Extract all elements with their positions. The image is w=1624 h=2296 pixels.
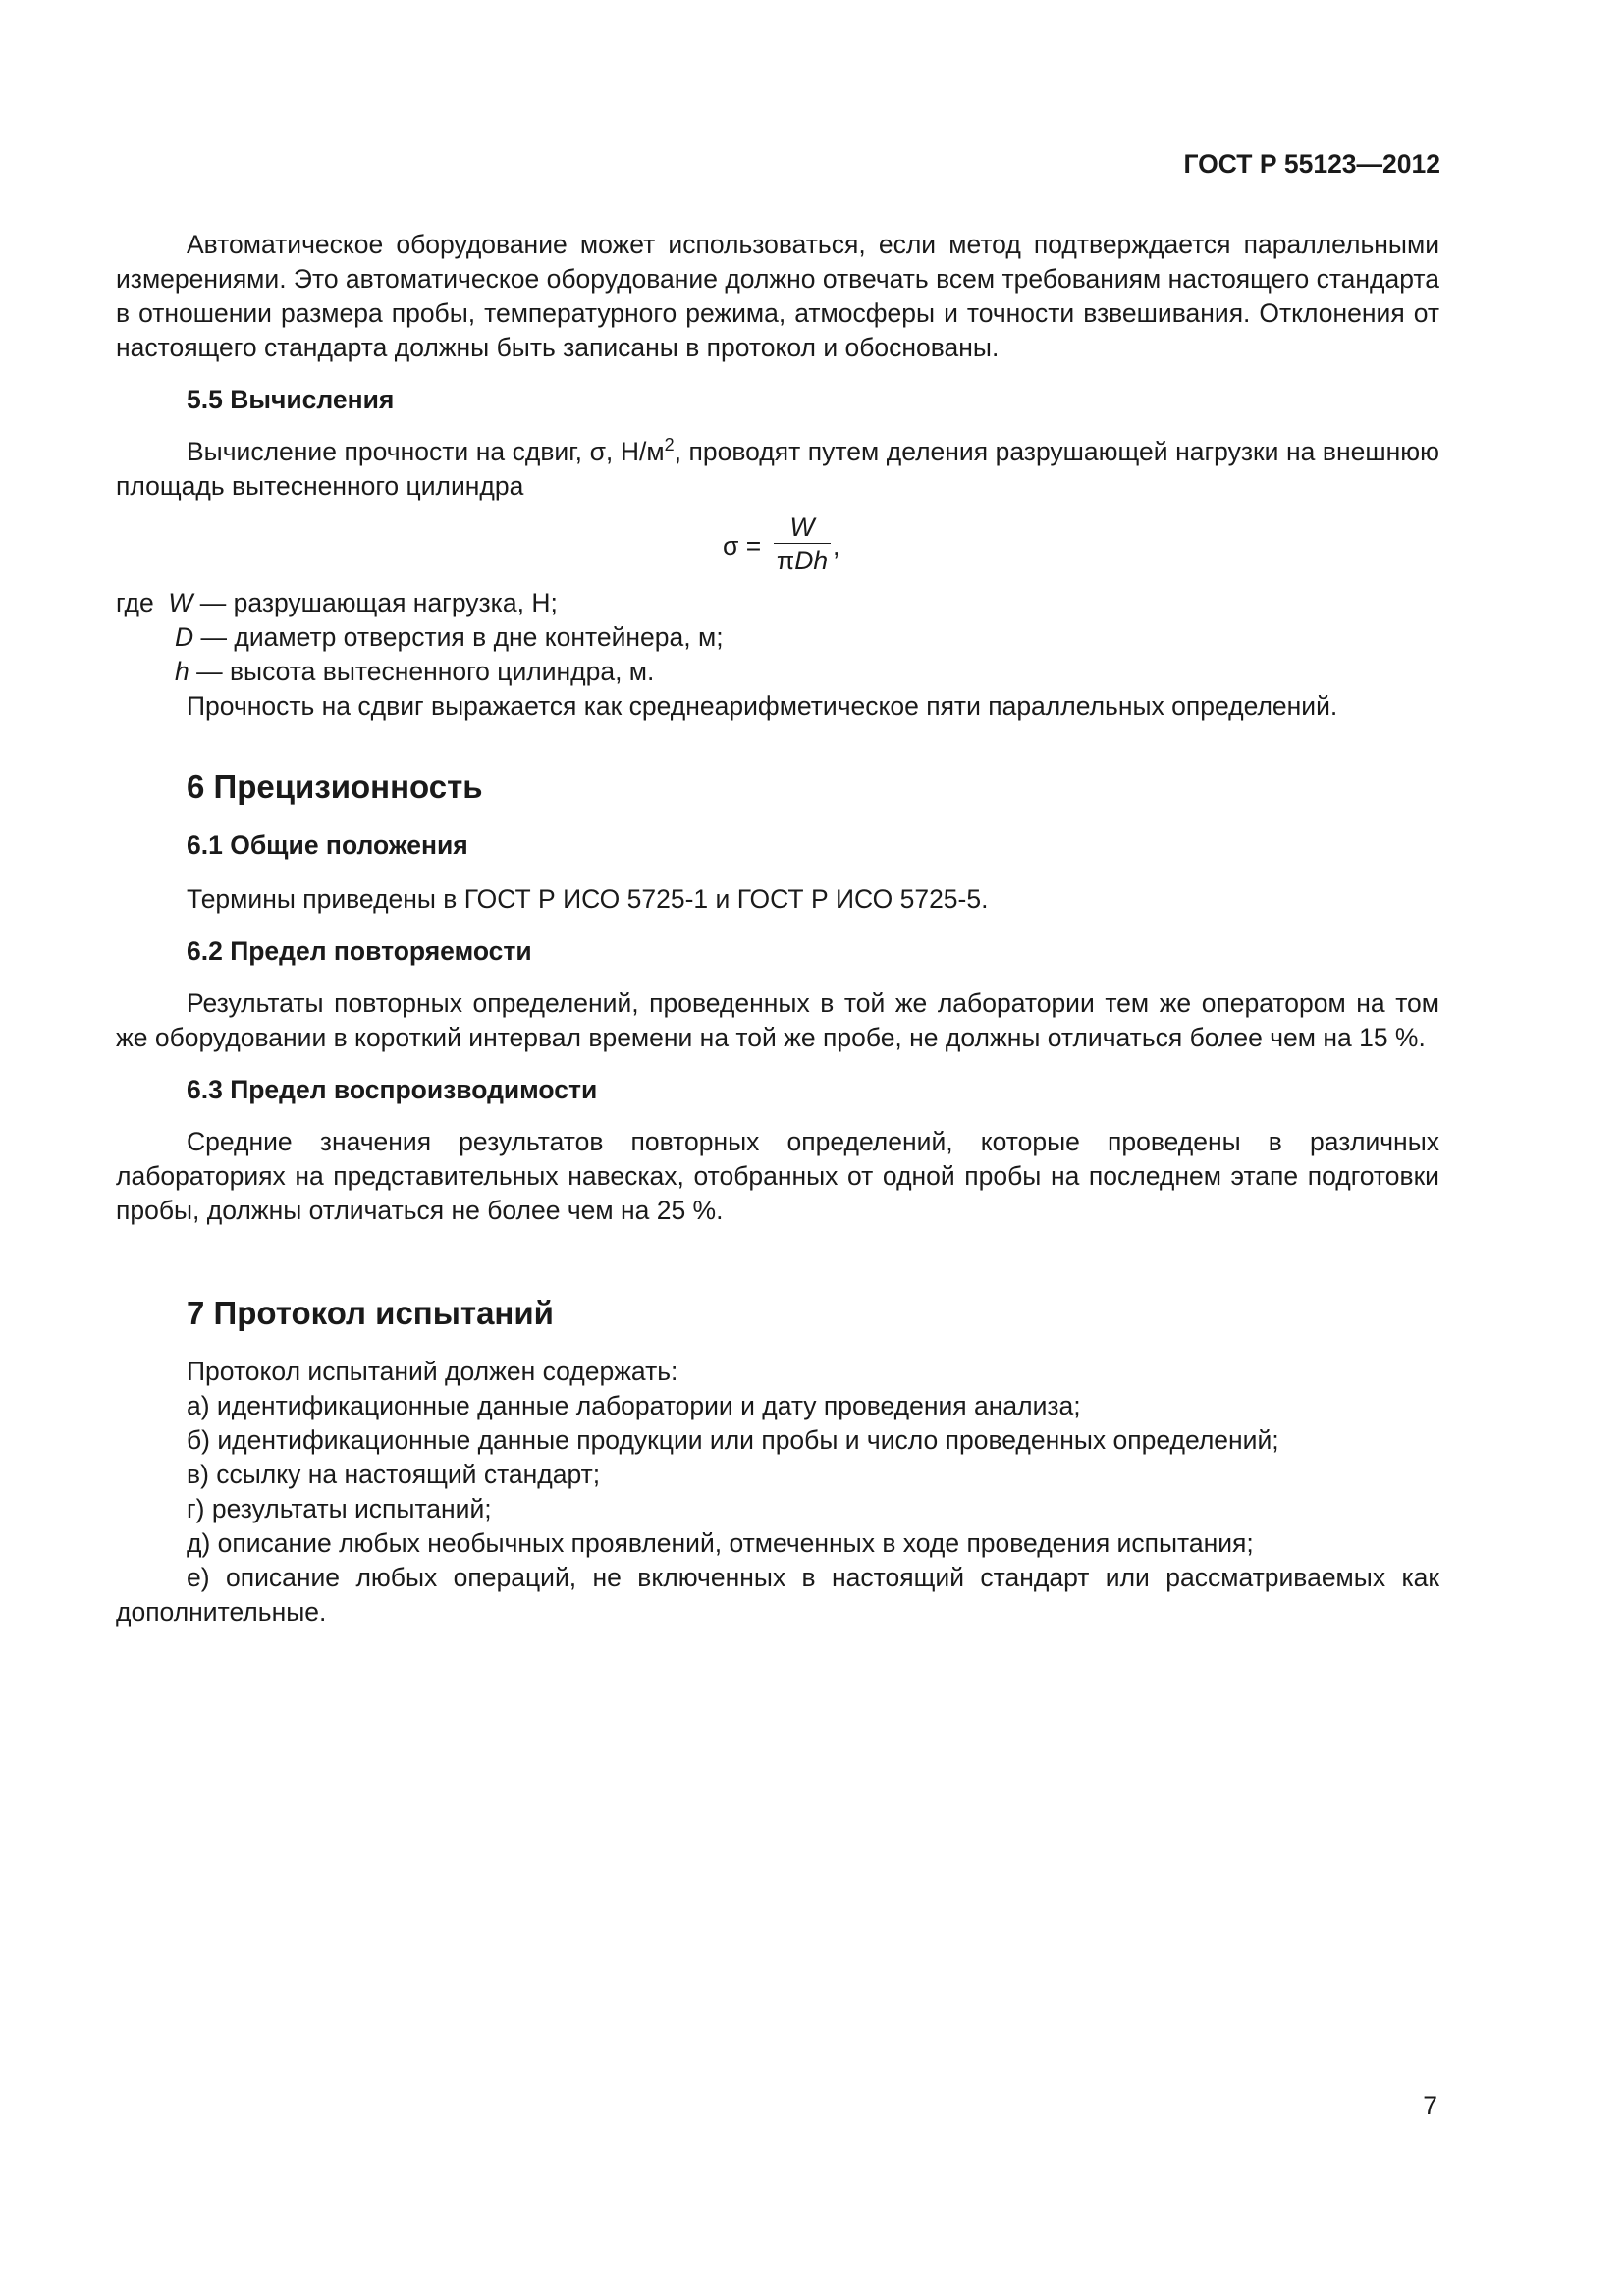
section-5-5-paragraph — [116, 435, 1439, 504]
shear-strength-formula — [116, 511, 1439, 578]
formula-denominator-vars: Dh — [794, 546, 829, 575]
definition-row-d — [116, 620, 1439, 655]
definition-text: — высота вытесненного цилиндра, м. — [189, 657, 655, 686]
section-6-1-heading: 6.1 Общие положения — [187, 830, 468, 860]
definition-text: — диаметр отверстия в дне контейнера, м; — [193, 622, 724, 652]
protocol-item: б) идентификационные данные продукции или пробы и число проведенных определений; — [187, 1425, 1279, 1455]
intro-block — [116, 228, 1439, 365]
formula-denominator — [774, 544, 831, 577]
calc-text-before: Вычисление прочности на сдвиг, σ, Н/м — [187, 437, 665, 466]
section-6-2-heading: 6.2 Предел повторяемости — [187, 936, 532, 966]
definition-symbol: D — [175, 622, 194, 652]
definition-symbol: h — [175, 657, 189, 686]
section-6-3-text: Средние значения результатов повторных определений, которые проведены в различных лабораториях на представительных навесках, отобранных от одной пробы на последнем этапе подготовки пробы, должны отличаться не более чем на 25 %. — [116, 1127, 1439, 1225]
formula-fraction — [774, 511, 831, 577]
protocol-item: г) результаты испытаний; — [187, 1494, 492, 1523]
section-6-3-heading: 6.3 Предел воспроизводимости — [187, 1075, 598, 1104]
protocol-item: а) идентификационные данные лаборатории и дату проведения анализа; — [187, 1391, 1081, 1420]
section-6-1-text: Термины приведены в ГОСТ Р ИСО 5725-1 и ГОСТ Р ИСО 5725-5. — [187, 884, 989, 914]
protocol-item: в) ссылку на настоящий стандарт; — [187, 1460, 601, 1489]
formula-lhs: σ = — [723, 531, 762, 561]
section-5-5-closing: Прочность на сдвиг выражается как среднеарифметическое пяти параллельных определений. — [187, 691, 1338, 721]
where-prefix: где — [116, 588, 154, 617]
section-7-intro: Протокол испытаний должен содержать: — [187, 1357, 678, 1386]
calc-superscript: 2 — [664, 435, 675, 454]
protocol-item: д) описание любых необычных проявлений, отмеченных в ходе проведения испытания; — [187, 1528, 1254, 1558]
section-6-2-text: Результаты повторных определений, проведенных в той же лаборатории тем же оператором на том же оборудовании в короткий интервал времени на той же пробе, не должны отличаться более чем на 15 %. — [116, 988, 1439, 1052]
section-6-heading: 6 Прецизионность — [187, 769, 483, 805]
intro-paragraph: Автоматическое оборудование может использоваться, если метод подтверждается параллельными измерениями. Это автоматическое оборудование должно отвечать всем требованиям настоящего стандарта в отношении размера пробы, температурного режима, атмосферы и точности взвешивания. Отклонения от настоящего стандарта должны быть записаны в протокол и обоснованы. — [116, 230, 1439, 362]
page-number: 7 — [1423, 2091, 1437, 2120]
formula-numerator: W — [789, 512, 815, 542]
section-6 — [116, 768, 1439, 1228]
section-7-heading: 7 Протокол испытаний — [187, 1295, 554, 1331]
formula-pi: π — [776, 546, 795, 575]
definition-text: — разрушающая нагрузка, Н; — [192, 588, 558, 617]
protocol-item: е) описание любых операций, не включенных в настоящий стандарт или рассматриваемых как дополнительные. — [116, 1563, 1439, 1627]
definition-row-h — [116, 655, 1439, 689]
definition-row-w — [116, 586, 1439, 620]
formula-trailing: , — [833, 531, 840, 561]
section-5-5-heading: 5.5 Вычисления — [187, 385, 395, 414]
document-id-header: ГОСТ Р 55123—2012 — [1183, 149, 1440, 179]
calc-text-after: , проводят путем деления разрушающей нагрузки на внешнюю площадь вытесненного цилиндра — [116, 437, 1439, 501]
definition-symbol: W — [168, 588, 193, 617]
section-5-5 — [116, 383, 1439, 723]
section-7 — [116, 1294, 1439, 1629]
